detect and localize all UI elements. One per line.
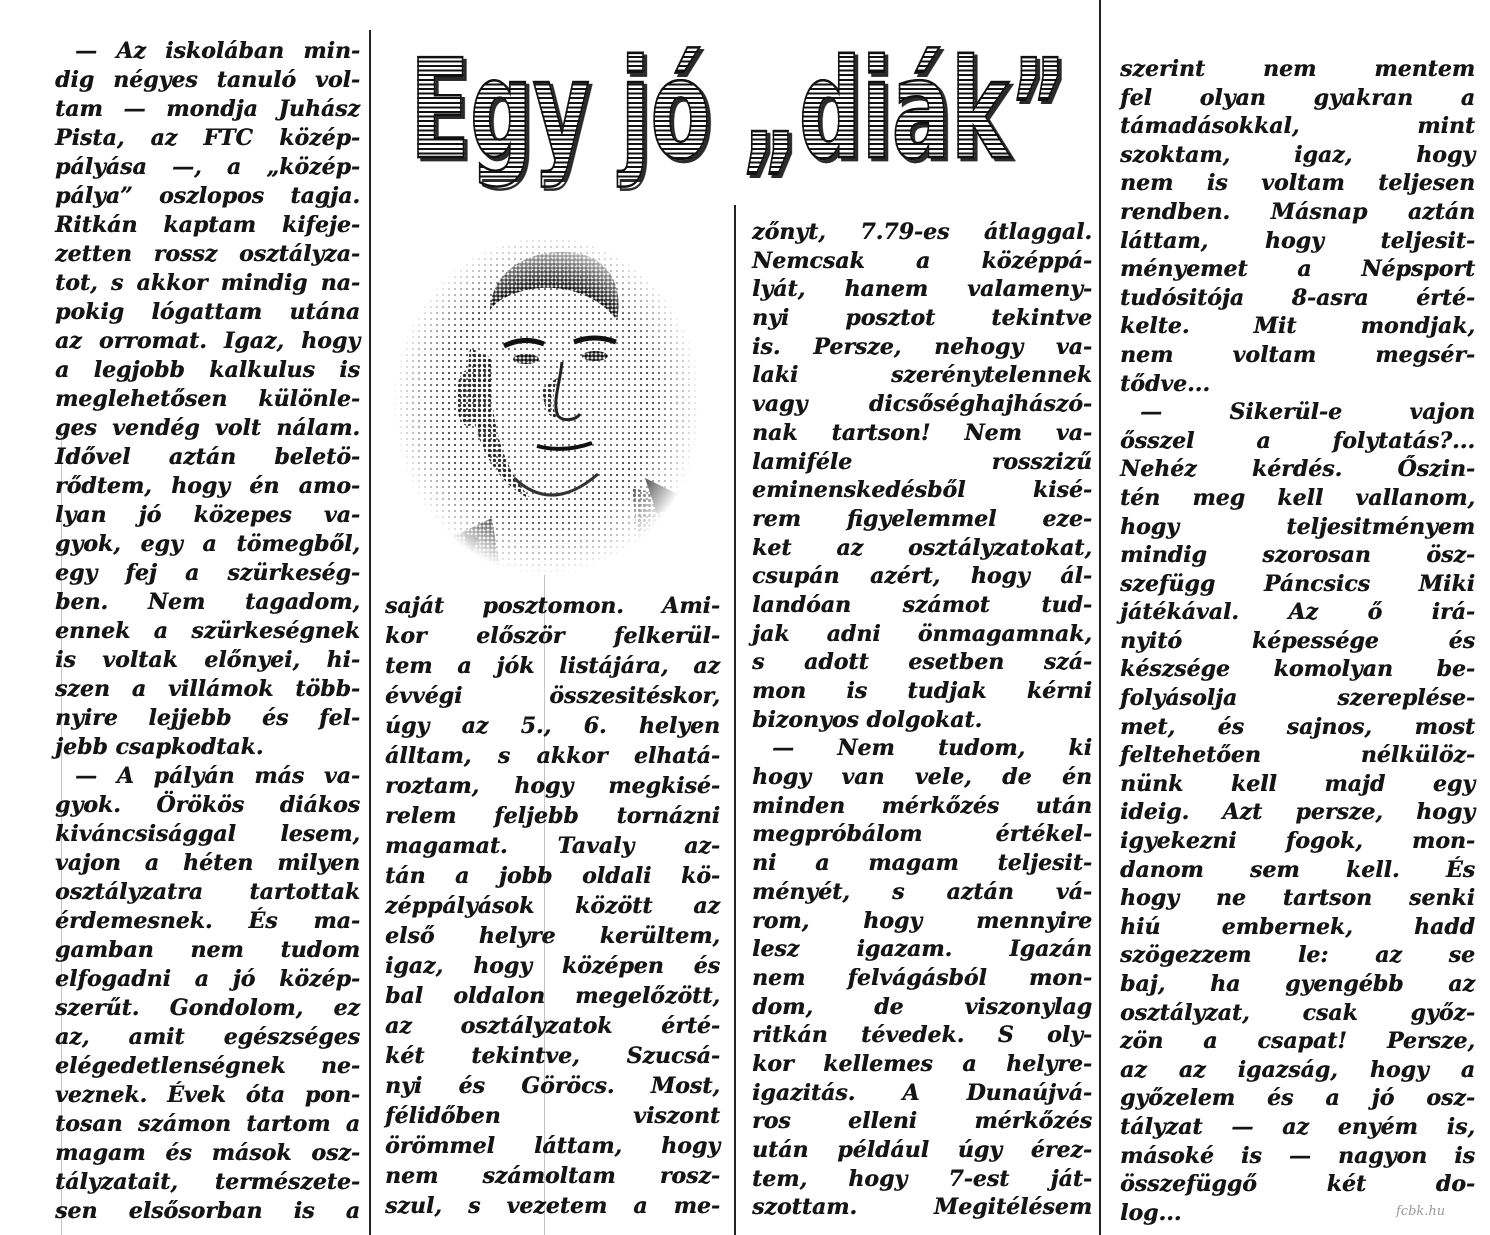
- text-line: tén meg kell vallanom,: [1120, 484, 1475, 511]
- text-line: jak adni önmagamnak,: [752, 620, 1092, 647]
- text-line: nyitó képessége és: [1120, 627, 1475, 654]
- text-line: csupán azért, hogy ál-: [752, 563, 1092, 590]
- text-line: ges vendég volt nálam.: [55, 415, 360, 441]
- text-line: meglehetősen különle-: [55, 386, 360, 412]
- text-line: ritkán tévedek. S oly-: [752, 1022, 1092, 1049]
- text-line: nyi posztot tekintve: [752, 305, 1092, 332]
- paragraph: [1120, 398, 1475, 1227]
- article-column-1: [55, 37, 360, 1226]
- text-line: osztályzat, csak győz-: [1120, 999, 1475, 1026]
- text-line: Idővel aztán beletö-: [55, 444, 360, 470]
- text-line: met, és sajnos, most: [1120, 713, 1475, 740]
- text-line: rom, hogy mennyire: [752, 907, 1092, 934]
- text-line: lyan jó közepes va-: [55, 502, 360, 528]
- text-line: gyok. Örökös diákos: [55, 792, 360, 818]
- portrait-photo: [392, 238, 702, 583]
- text-line: az az igazság, hogy a: [1120, 1056, 1475, 1083]
- text-line: dom, de viszonylag: [752, 993, 1092, 1020]
- text-line: s adott esetben szá-: [752, 649, 1092, 676]
- text-line: — Sikerül-e vajon: [1140, 399, 1475, 426]
- text-line: vagy dicsőséghajhászó-: [752, 391, 1092, 418]
- paragraph: [752, 734, 1092, 1222]
- text-line: ni a magam teljesit-: [752, 850, 1092, 877]
- text-line: igyekezni fogok, mon-: [1120, 828, 1475, 855]
- text-line: másoké is — nagyon is: [1120, 1142, 1475, 1169]
- text-line: hogy teljesitményem: [1120, 513, 1475, 540]
- text-line: tályzatait, természete-: [55, 1169, 360, 1195]
- text-line: mon is tudjak kérni: [752, 678, 1092, 704]
- text-line: hogy ne tartson senki: [1120, 885, 1475, 912]
- text-line: hiú embernek, hadd: [1120, 913, 1475, 940]
- text-line: zön a csapat! Persze,: [1120, 1028, 1475, 1055]
- text-line: kiváncsisággal lesem,: [55, 821, 360, 847]
- text-line: jebb csapkodtak.: [55, 734, 264, 760]
- text-line: zőnyt, 7.79-es átlaggal.: [752, 219, 1092, 245]
- text-line: zéppályások között az: [385, 893, 720, 919]
- text-line: pálya” oszlopos tagja.: [55, 183, 360, 209]
- text-line: relem feljebb tornázni: [385, 803, 720, 829]
- text-line: pályása —, a „közép-: [55, 154, 360, 180]
- text-line: két tekintve, Szucsá-: [385, 1043, 720, 1069]
- column-rule: [369, 30, 371, 1235]
- text-line: laki szerénytelennek: [752, 362, 1092, 389]
- text-line: nem voltam megsér-: [1120, 341, 1475, 368]
- text-line: ket az osztályzatokat,: [752, 534, 1092, 561]
- text-line: érdemesnek. És ma-: [55, 908, 360, 934]
- text-line: nünk kell majd egy: [1120, 770, 1475, 797]
- text-line: ros elleni mérkőzés: [752, 1108, 1092, 1135]
- column-rule: [1099, 0, 1101, 1235]
- text-line: szoktam, igaz, hogy: [1120, 141, 1475, 168]
- article-column-4: [1120, 55, 1475, 1227]
- text-line: a legjobb kalkulus is: [55, 357, 360, 383]
- text-line: kelte. Mit mondjak,: [1120, 313, 1475, 340]
- text-line: elfogadni a jó közép-: [55, 966, 360, 992]
- headline: Egy jó „diák”: [410, 31, 1067, 190]
- text-line: évvégi összesitéskor,: [385, 683, 720, 709]
- text-line: tán a jobb oldali kö-: [385, 863, 720, 889]
- text-line: nem felvágásból mon-: [752, 964, 1092, 991]
- text-line: rődtem, hogy én amo-: [55, 473, 360, 499]
- text-line: nem számoltam rosz-: [385, 1163, 720, 1189]
- text-line: baj, ha gyengébb az: [1120, 971, 1475, 997]
- text-line: játékával. Az ő irá-: [1120, 599, 1475, 626]
- text-line: rem figyelemmel eze-: [752, 505, 1092, 532]
- article-column-3: [752, 218, 1092, 1222]
- text-line: szefügg Páncsics Miki: [1120, 570, 1475, 597]
- text-line: örömmel láttam, hogy: [385, 1133, 720, 1159]
- paragraph: [55, 762, 360, 1226]
- text-line: dig négyes tanuló vol-: [55, 67, 360, 93]
- text-line: szen a villámok több-: [55, 676, 360, 702]
- text-line: lyát, hanem valameny-: [752, 276, 1092, 303]
- text-line: minden mérkőzés után: [752, 792, 1092, 819]
- text-line: megpróbálom értékel-: [752, 821, 1092, 848]
- text-line: roztam, hogy megkisé-: [385, 773, 720, 799]
- text-line: támadásokkal, mint: [1120, 113, 1475, 140]
- text-line: landóan számot tud-: [752, 591, 1092, 618]
- text-line: elégedetlenségnek ne-: [55, 1053, 360, 1079]
- text-line: bal oldalon megelőzött,: [385, 983, 720, 1009]
- text-line: is. Persze, nehogy va-: [752, 333, 1092, 360]
- text-line: tam — mondja Juhász: [55, 96, 360, 122]
- text-line: ményét, s aztán vá-: [752, 878, 1092, 905]
- text-line: mindig szorosan ösz-: [1120, 542, 1475, 569]
- text-line: kor kellemes a helyre-: [752, 1050, 1092, 1077]
- article-column-2: [385, 591, 720, 1221]
- text-line: tődve...: [1120, 370, 1210, 397]
- text-line: szerint nem mentem: [1120, 56, 1475, 82]
- text-line: lamiféle rosszizű: [752, 448, 1092, 475]
- text-line: igazitás. A Dunaújvá-: [752, 1079, 1092, 1106]
- text-line: nem is voltam teljesen: [1120, 170, 1475, 197]
- text-line: saját posztomon. Ami-: [385, 593, 720, 619]
- column-rule: [734, 205, 736, 1235]
- text-line: után például úgy érez-: [752, 1137, 1092, 1163]
- text-line: sen elsősorban is a: [55, 1198, 360, 1224]
- text-line: Nehéz kérdés. Őszin-: [1120, 456, 1475, 483]
- text-line: úgy az 5., 6. helyen: [385, 713, 720, 739]
- paragraph: [752, 218, 1092, 734]
- text-line: — A pályán más va-: [75, 763, 360, 789]
- text-line: gamban nem tudom: [55, 937, 360, 963]
- text-line: tem, hogy 7-est ját-: [752, 1165, 1092, 1192]
- text-line: feltehetően nélkülöz-: [1120, 742, 1475, 769]
- text-line: tem a jók listájára, az: [385, 653, 720, 679]
- text-line: készsége komolyan be-: [1120, 656, 1475, 683]
- text-line: — Az iskolában min-: [75, 38, 360, 64]
- paragraph: [1120, 55, 1475, 398]
- text-line: eminenskedésből kisé-: [752, 477, 1092, 504]
- text-line: az, amit egészséges: [55, 1024, 360, 1050]
- text-line: zetten rossz osztályza-: [55, 241, 360, 267]
- text-line: danom sem kell. És: [1120, 856, 1475, 883]
- text-line: fel olyan gyakran a: [1120, 84, 1475, 111]
- text-line: nyire lejjebb és fel-: [55, 705, 360, 731]
- text-line: log...: [1120, 1199, 1182, 1226]
- text-line: szerűt. Gondolom, ez: [55, 995, 360, 1021]
- paragraph: [385, 591, 720, 1221]
- text-line: kor először felkerül-: [385, 623, 720, 649]
- text-line: veznek. Évek óta pon-: [55, 1082, 360, 1108]
- text-line: pokig lógattam utána: [55, 299, 360, 325]
- watermark: fcbk.hu: [1396, 1204, 1446, 1219]
- text-line: szul, s vezetem a me-: [385, 1193, 720, 1219]
- text-line: szögezzem le: az se: [1120, 942, 1475, 969]
- text-line: az orromat. Igaz, hogy: [55, 328, 360, 354]
- text-line: láttam, hogy teljesit-: [1120, 227, 1475, 254]
- text-line: lesz igazam. Igazán: [752, 936, 1092, 963]
- text-line: gyok, egy a tömegből,: [55, 531, 360, 557]
- text-line: álltam, s akkor elhatá-: [385, 743, 720, 769]
- text-line: rendben. Másnap aztán: [1120, 198, 1475, 225]
- text-line: nyi és Göröcs. Most,: [385, 1073, 720, 1099]
- text-line: félidőben viszont: [385, 1103, 720, 1129]
- text-line: osztályzatra tartottak: [55, 879, 360, 905]
- text-line: összefüggő két do-: [1120, 1171, 1475, 1198]
- text-line: ősszel a folytatás?...: [1120, 427, 1475, 454]
- text-line: hogy van vele, de én: [752, 764, 1092, 791]
- text-line: Ritkán kaptam kifeje-: [55, 212, 360, 238]
- text-line: tudósitója 8-asra érté-: [1120, 284, 1475, 311]
- text-line: igaz, hogy középen és: [385, 953, 720, 979]
- text-line: magam és mások osz-: [55, 1140, 360, 1166]
- text-line: tot, s akkor mindig na-: [55, 270, 360, 296]
- paragraph: [55, 37, 360, 762]
- text-line: Pista, az FTC közép-: [55, 125, 360, 151]
- text-line: ben. Nem tagadom,: [55, 589, 360, 615]
- text-line: nak tartson! Nem va-: [752, 419, 1092, 446]
- text-line: is voltak előnyei, hi-: [55, 647, 360, 673]
- text-line: vajon a héten milyen: [55, 850, 360, 876]
- text-line: első helyre kerültem,: [385, 923, 720, 949]
- text-line: egy fej a szürkeség-: [55, 560, 360, 586]
- text-line: folyásolja szereplése-: [1120, 685, 1475, 712]
- text-line: ideig. Azt persze, hogy: [1120, 799, 1475, 826]
- text-line: tályzat — az enyém is,: [1120, 1113, 1475, 1140]
- text-line: ményemet a Népsport: [1120, 256, 1475, 283]
- text-line: ennek a szürkeségnek: [55, 618, 360, 644]
- text-line: győzelem és a jó osz-: [1120, 1085, 1475, 1112]
- text-line: magamat. Tavaly az-: [385, 833, 720, 859]
- text-line: Nemcsak a középpá-: [752, 247, 1092, 274]
- text-line: bizonyos dolgokat.: [752, 706, 983, 733]
- text-line: szottam. Megitélésem: [752, 1194, 1092, 1221]
- text-line: — Nem tudom, ki: [772, 735, 1092, 762]
- text-line: az osztályzatok érté-: [385, 1013, 720, 1039]
- text-line: tosan számon tartom a: [55, 1111, 360, 1137]
